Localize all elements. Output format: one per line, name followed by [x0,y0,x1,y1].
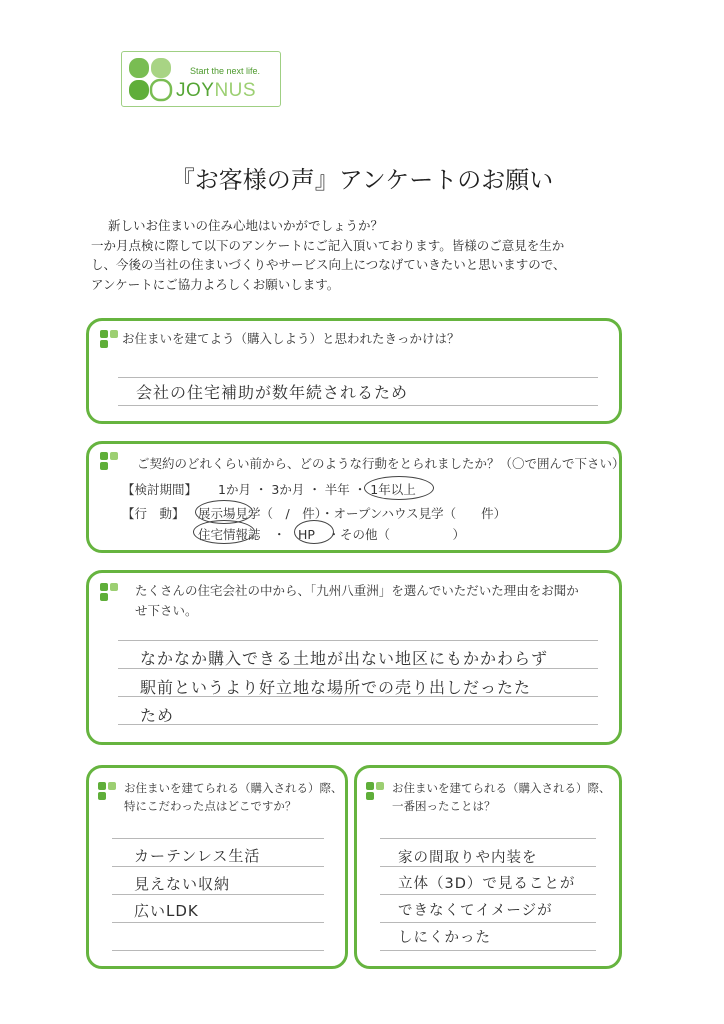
question-4-text-line-2: 特にこだわった点はどこですか？ [124,799,297,813]
action-options-line-2: 住宅情報誌 ・ HP ・その他（ ） [198,527,465,542]
period-options: 1か月 ・ 3か月 ・ 半年 ・ 1年以上 [218,482,416,497]
circled-hp-mark [294,520,334,544]
green-square-bullet-icon [100,330,118,348]
answer-line [118,640,598,641]
question-2-text: ご契約のどれくらい前から、どのような行動をとられましたか？（〇で囲んで下さい） [137,456,625,471]
question-4-answer-line-2: 見えない収納 [134,875,231,893]
answer-line [112,838,324,839]
question-3-answer-line-2: 駅前というより好立地な場所での売り出しだったた [140,678,532,697]
green-square-bullet-icon [100,583,118,601]
circled-magazine-mark [193,520,255,544]
question-5-answer-line-3: できなくてイメージが [398,903,553,919]
action-label: 【行 動】 [122,506,185,521]
question-3-text-line-2: せ下さい。 [135,603,198,618]
circled-period-mark [364,476,434,500]
question-5-answer-line-1: 家の間取りや内装を [398,850,538,866]
answer-line [380,838,596,839]
intro-line: し、今後の当社の住まいづくりやサービス向上につなげていきたいと思いますので、 [91,257,566,272]
answer-line [380,894,596,895]
intro-text [91,216,651,294]
question-4-answer-line-3: 広いLDK [134,902,199,920]
period-label: 【検討期間】 [122,482,198,497]
answer-line [112,950,324,951]
logo-wordmark: JOYNUS [176,80,257,101]
question-3-answer-line-1: なかなか購入できる土地が出ない地区にもかかわらず [140,649,549,668]
green-square-bullet-icon [98,782,116,800]
page-title: 『お客様の声』アンケートのお願い [170,166,554,194]
intro-line: アンケートにご協力よろしくお願いします。 [91,276,340,292]
answer-line [118,724,598,725]
answer-line [118,377,598,378]
answer-line [380,950,596,951]
question-1-text: お住まいを建てよう（購入しよう）と思われたきっかけは？ [122,331,460,346]
clover-logo-icon [127,56,173,102]
answer-line [112,866,324,867]
question-5-text-line-1: お住まいを建てられる（購入される）際、 [392,781,611,795]
answer-line [118,405,598,406]
action-options-line-1: 展示場見学（ / 件）・オープンハウス見学（ 件） [198,506,507,521]
question-4-text-line-1: お住まいを建てられる（購入される）際、 [124,781,343,795]
answer-line [112,922,324,923]
logo-tagline: Start the next life. [190,66,261,76]
intro-line: 新しいお住まいの住み心地はいかがでしょうか？ [108,218,384,233]
question-4-answer-line-1: カーテンレス生活 [134,847,261,865]
question-1-answer: 会社の住宅補助が数年続されるため [136,383,409,402]
intro-line: 一か月点検に際して以下のアンケートにご記入頂いております。皆様のご意見を生か [91,237,565,253]
answer-line [380,922,596,923]
green-square-bullet-icon [100,452,118,470]
question-3-answer-line-3: ため [140,706,175,725]
question-5-answer-line-2: 立体（3D）で見ることが [398,876,576,892]
question-5-text-line-2: 一番困ったことは？ [392,799,496,813]
answer-line [112,894,324,895]
question-5-answer-line-4: しにくかった [398,930,491,946]
green-square-bullet-icon [366,782,384,800]
question-3-text-line-1: たくさんの住宅会社の中から、「九州八重洲」を選んでいただいた理由をお聞か [135,583,579,598]
